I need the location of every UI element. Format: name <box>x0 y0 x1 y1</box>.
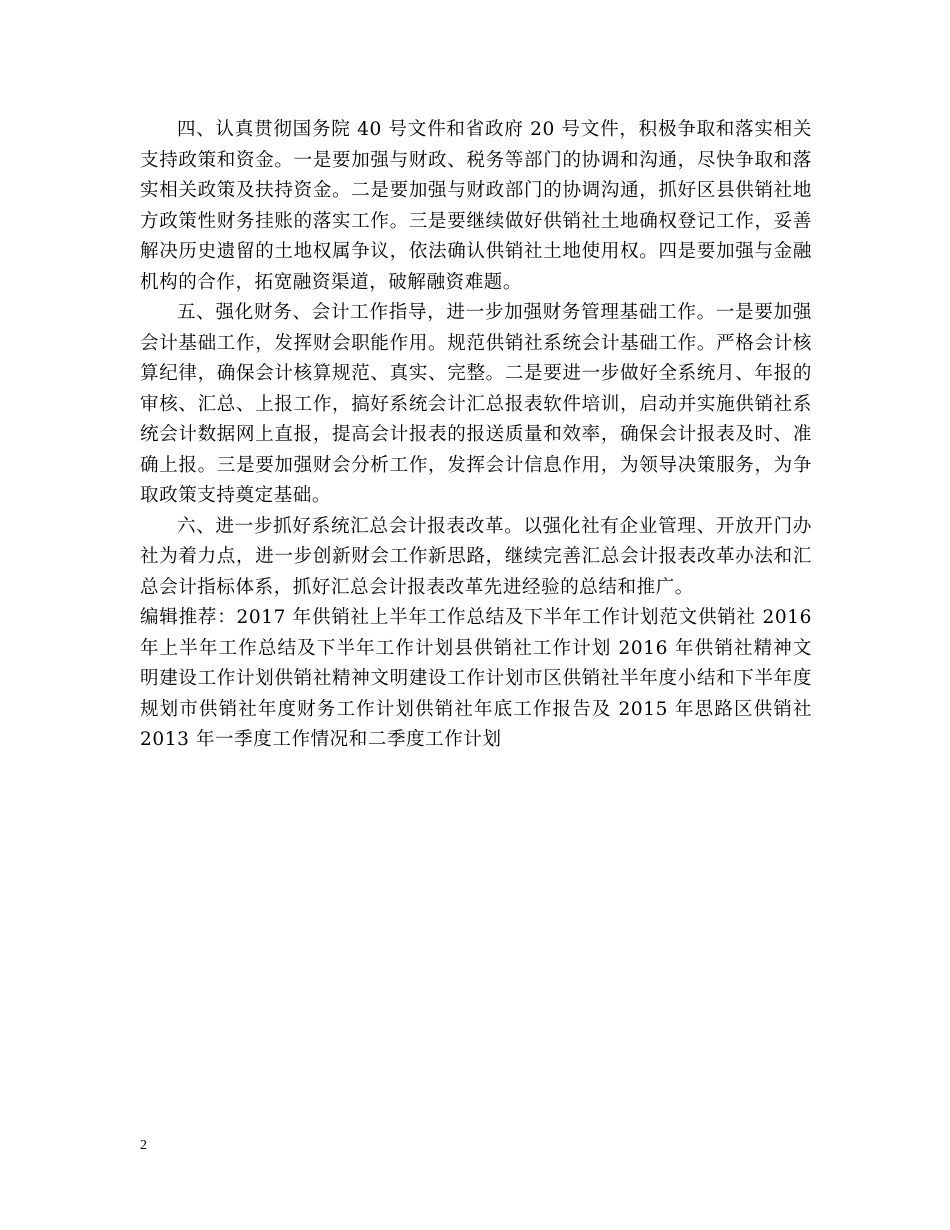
document-body <box>140 115 812 756</box>
page-number: 2 <box>140 1138 147 1153</box>
editor-recommendation: 编辑推荐：2017 年供销社上半年工作总结及下半年工作计划范文供销社 2016 年上半年工作总结及下半年工作计划县供销社工作计划 2016 年供销社精神文明建设工作计划供销社精神文明建设工作计划市区供销社半年度小结和下半年度规划市供销社年度财务工作计划供销社年底工作报告及 2015 年思路区供销社 2013 年一季度工作情况和二季度工作计划 <box>140 607 812 750</box>
paragraph-4: 四、认真贯彻国务院 40 号文件和省政府 20 号文件，积极争取和落实相关支持政策和资金。一是要加强与财政、税务等部门的协调和沟通，尽快争取和落实相关政策及扶持资金。二是要加强与财政部门的协调沟通，抓好区县供销社地方政策性财务挂账的落实工作。三是要继续做好供销社土地确权登记工作，妥善解决历史遗留的土地权属争议，依法确认供销社土地使用权。四是要加强与金融机构的合作，拓宽融资渠道，破解融资难题。 <box>140 119 812 293</box>
paragraph-5: 五、强化财务、会计工作指导，进一步加强财务管理基础工作。一是要加强会计基础工作，发挥财会职能作用。规范供销社系统会计基础工作。严格会计核算纪律，确保会计核算规范、真实、完整。二是要进一步做好全系统月、年报的审核、汇总、上报工作，搞好系统会计汇总报表软件培训，启动并实施供销社系统会计数据网上直报，提高会计报表的报送质量和效率，确保会计报表及时、准确上报。三是要加强财会分析工作，发挥会计信息作用，为领导决策服务，为争取政策支持奠定基础。 <box>140 302 812 506</box>
paragraph-6: 六、进一步抓好系统汇总会计报表改革。以强化社有企业管理、开放开门办社为着力点，进一步创新财会工作新思路，继续完善汇总会计报表改革办法和汇总会计指标体系，抓好汇总会计报表改革先进经验的总结和推广。 <box>140 515 812 598</box>
